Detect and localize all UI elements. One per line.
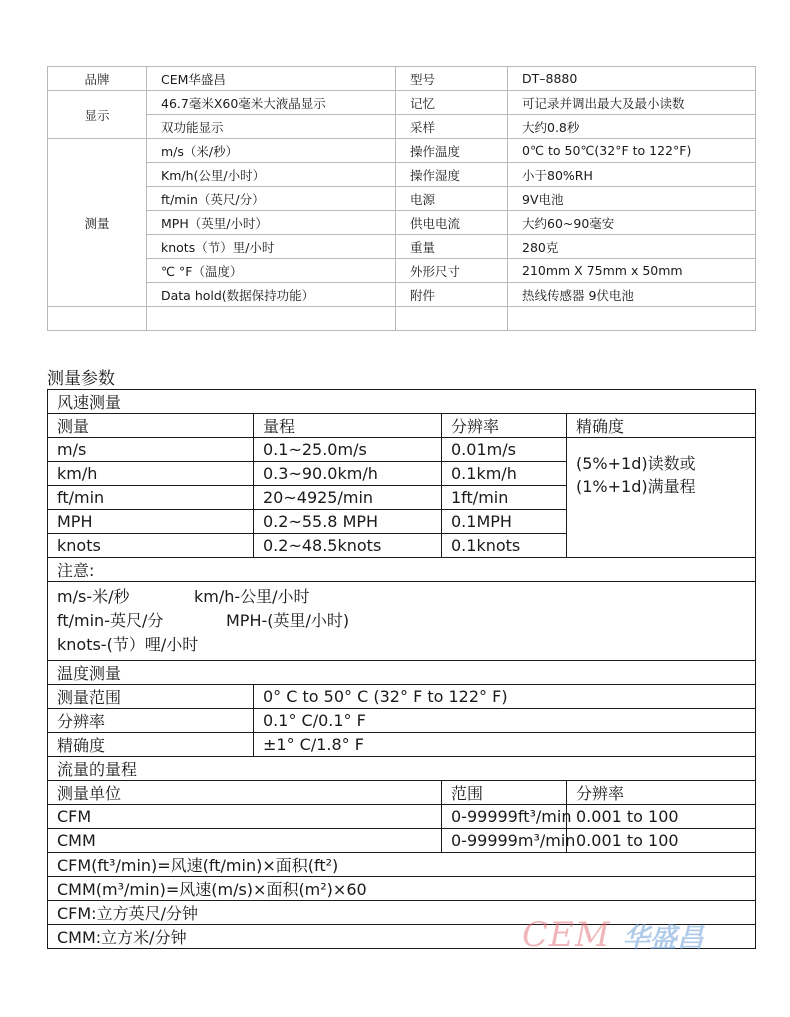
- flow-range-cell: 0-99999ft³/min: [442, 805, 567, 829]
- table-row: [48, 853, 756, 877]
- wind-section-title: 风速测量: [48, 390, 756, 414]
- flow-formula: CFM(ft³/min)=风速(ft/min)×面积(ft²): [48, 853, 756, 877]
- unit-cell: m/s: [48, 438, 254, 462]
- spec-label: 测量: [48, 139, 147, 307]
- note-line: knots-(节）哩/小时: [57, 635, 199, 654]
- temp-label: 精确度: [48, 733, 254, 757]
- spec-value: 热线传感器 9伏电池: [508, 283, 756, 307]
- flow-formula: CMM(m³/min)=风速(m/s)×面积(m²)×60: [48, 877, 756, 901]
- accuracy-cell: [567, 438, 756, 558]
- table-row: [48, 685, 756, 709]
- empty-cell: [396, 307, 508, 331]
- spec-row: [48, 67, 756, 91]
- spec-label: 品牌: [48, 67, 147, 91]
- column-header: 测量单位: [48, 781, 442, 805]
- note-text: km/h-公里/小时: [194, 587, 310, 606]
- spec-value: 大约0.8秒: [508, 115, 756, 139]
- empty-cell: [508, 307, 756, 331]
- spec-value: CEM华盛昌: [147, 67, 396, 91]
- spec-label: 显示: [48, 91, 147, 139]
- range-cell: 0.1~25.0m/s: [254, 438, 442, 462]
- spec-value: 9V电池: [508, 187, 756, 211]
- spec-value: DT–8880: [508, 67, 756, 91]
- table-row: [48, 805, 756, 829]
- resolution-cell: 0.01m/s: [442, 438, 567, 462]
- spec-value: 0℃ to 50℃(32°F to 122°F): [508, 139, 756, 163]
- logo-cn-text: 华盛昌: [622, 922, 704, 954]
- table-row: [48, 438, 756, 462]
- spec-value: 46.7毫米X60毫米大液晶显示: [147, 91, 396, 115]
- spec-value: 可记录并调出最大及最小读数: [508, 91, 756, 115]
- section-row: [48, 390, 756, 414]
- empty-cell: [48, 307, 147, 331]
- unit-cell: km/h: [48, 462, 254, 486]
- temp-label: 分辨率: [48, 709, 254, 733]
- spec-table: [47, 66, 756, 331]
- spec-value: Data hold(数据保持功能）: [147, 283, 396, 307]
- table-header-row: [48, 781, 756, 805]
- spec-label: 外形尺寸: [396, 259, 508, 283]
- unit-cell: knots: [48, 534, 254, 558]
- flow-definition: CMM:立方米/分钟: [48, 925, 756, 949]
- spec-empty-row: [48, 307, 756, 331]
- spec-value: 双功能显示: [147, 115, 396, 139]
- spec-label: 电源: [396, 187, 508, 211]
- temp-value: 0.1° C/0.1° F: [254, 709, 756, 733]
- spec-label: 采样: [396, 115, 508, 139]
- notes-title: 注意:: [48, 558, 756, 582]
- empty-cell: [147, 307, 396, 331]
- spec-value: ft/min（英尺/分）: [147, 187, 396, 211]
- temp-value: 0° C to 50° C (32° F to 122° F): [254, 685, 756, 709]
- notes-row: [48, 582, 756, 661]
- spec-row: [48, 115, 756, 139]
- spec-label: 重量: [396, 235, 508, 259]
- spec-value: 210mm X 75mm x 50mm: [508, 259, 756, 283]
- table-row: [48, 733, 756, 757]
- range-cell: 0.2~48.5knots: [254, 534, 442, 558]
- spec-label: 记忆: [396, 91, 508, 115]
- spec-row: [48, 163, 756, 187]
- spec-row: [48, 91, 756, 115]
- spec-value: 280克: [508, 235, 756, 259]
- table-header-row: [48, 414, 756, 438]
- resolution-cell: 0.1MPH: [442, 510, 567, 534]
- resolution-cell: 0.1knots: [442, 534, 567, 558]
- notes-block: [48, 582, 756, 661]
- spec-label: 操作温度: [396, 139, 508, 163]
- column-header: 分辨率: [442, 414, 567, 438]
- table-row: [48, 829, 756, 853]
- spec-row: [48, 283, 756, 307]
- spec-label: 型号: [396, 67, 508, 91]
- spec-value: MPH（英里/小时）: [147, 211, 396, 235]
- flow-unit-cell: CFM: [48, 805, 442, 829]
- temp-section-title: 温度测量: [48, 661, 756, 685]
- section-row: [48, 558, 756, 582]
- table-row: [48, 877, 756, 901]
- spec-value: Km/h(公里/小时）: [147, 163, 396, 187]
- flow-resolution-cell: 0.001 to 100: [567, 805, 756, 829]
- accuracy-line: (5%+1d)读数或: [576, 454, 696, 473]
- note-line: [57, 609, 755, 633]
- spec-value: m/s（米/秒）: [147, 139, 396, 163]
- measurement-params-table: [47, 389, 756, 949]
- column-header: 测量: [48, 414, 254, 438]
- spec-row: [48, 259, 756, 283]
- cem-logo: [522, 915, 710, 955]
- spec-value: ℃ °F（温度）: [147, 259, 396, 283]
- spec-row: [48, 235, 756, 259]
- resolution-cell: 0.1km/h: [442, 462, 567, 486]
- unit-cell: MPH: [48, 510, 254, 534]
- spec-value: 大约60~90毫安: [508, 211, 756, 235]
- measurement-params-heading: 测量参数: [47, 369, 115, 389]
- range-cell: 0.2~55.8 MPH: [254, 510, 442, 534]
- flow-range-cell: 0-99999m³/min: [442, 829, 567, 853]
- spec-label: 操作湿度: [396, 163, 508, 187]
- note-text: ft/min-英尺/分: [57, 611, 164, 630]
- spec-label: 供电电流: [396, 211, 508, 235]
- range-cell: 20~4925/min: [254, 486, 442, 510]
- range-cell: 0.3~90.0km/h: [254, 462, 442, 486]
- resolution-cell: 1ft/min: [442, 486, 567, 510]
- note-line: [57, 585, 755, 609]
- spec-value: 小于80%RH: [508, 163, 756, 187]
- flow-unit-cell: CMM: [48, 829, 442, 853]
- column-header: 量程: [254, 414, 442, 438]
- section-row: [48, 661, 756, 685]
- spec-label: 附件: [396, 283, 508, 307]
- section-row: [48, 757, 756, 781]
- temp-label: 测量范围: [48, 685, 254, 709]
- temp-value: ±1° C/1.8° F: [254, 733, 756, 757]
- spec-row: [48, 211, 756, 235]
- flow-resolution-cell: 0.001 to 100: [567, 829, 756, 853]
- column-header: 分辨率: [567, 781, 756, 805]
- flow-definition: CFM:立方英尺/分钟: [48, 901, 756, 925]
- spec-value: knots（节）里/小时: [147, 235, 396, 259]
- note-text: MPH-(英里/小时): [226, 611, 350, 630]
- accuracy-line: (1%+1d)满量程: [576, 477, 696, 496]
- spec-row: [48, 187, 756, 211]
- unit-cell: ft/min: [48, 486, 254, 510]
- spec-row: [48, 139, 756, 163]
- table-row: [48, 709, 756, 733]
- column-header: 精确度: [567, 414, 756, 438]
- flow-section-title: 流量的量程: [48, 757, 756, 781]
- column-header: 范围: [442, 781, 567, 805]
- logo-cem-text: CEM: [522, 915, 611, 955]
- note-text: m/s-米/秒: [57, 587, 130, 606]
